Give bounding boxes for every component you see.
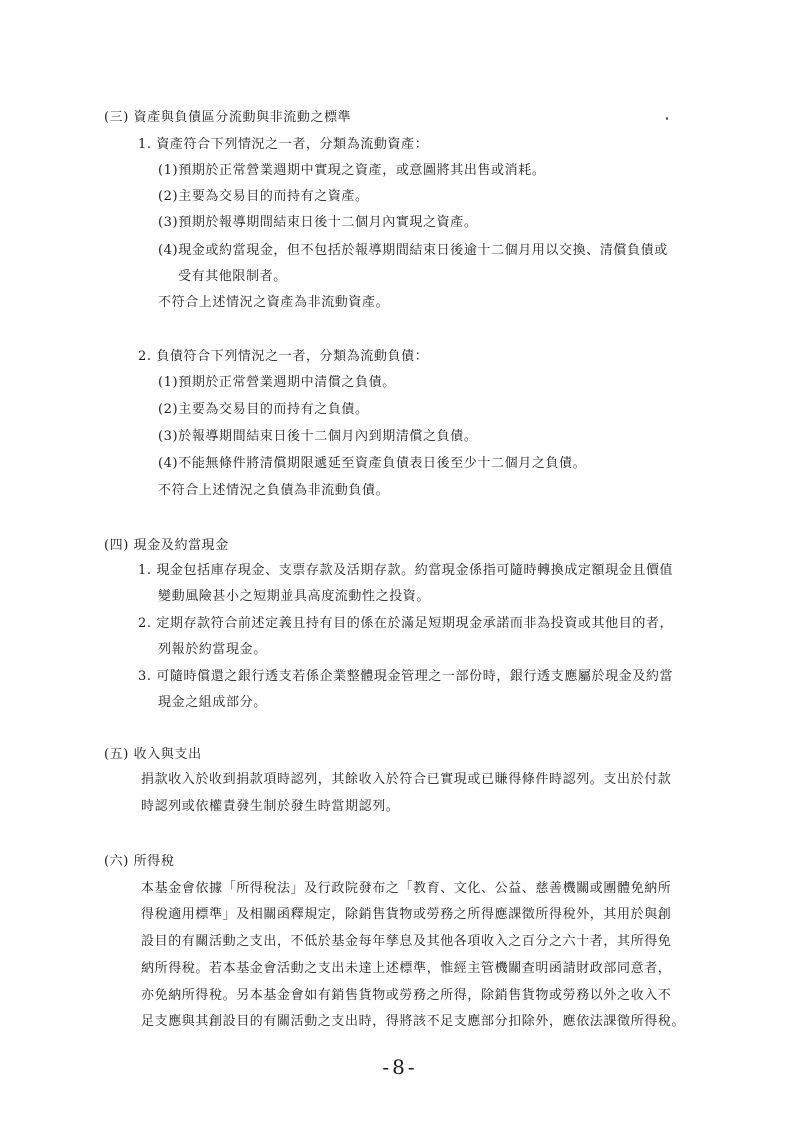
section-4-line: 變動風險甚小之短期並具高度流動性之投資。 <box>158 589 431 604</box>
section-4-heading: (四) 現金及約當現金 <box>104 538 229 553</box>
scan-speck <box>666 117 668 120</box>
section-3-heading: (三) 資產與負債區分流動與非流動之標準 <box>104 110 352 125</box>
section-5-line: 捐款收入於收到捐款項時認列，其餘收入於符合已實現或已賺得條件時認列。支出於付款 <box>141 772 672 787</box>
section-4-line: 2. 定期存款符合前述定義且持有目的係在於滿足短期現金承諾而非為投資或其他目的者， <box>138 616 674 631</box>
section-4-line: 1. 現金包括庫存現金、支票存款及活期存款。約當現金係指可隨時轉換成定額現金且價值 <box>138 563 674 578</box>
section-3-item-2-point: (4)不能無條件將清償期限遞延至資產負債表日後至少十二個月之負債。 <box>158 456 587 471</box>
section-6-line: 設目的有關活動之支出，不低於基金每年孳息及其他各項收入之百分之六十者，其所得免 <box>141 934 672 949</box>
section-3-item-2-conclusion: 不符合上述情況之負債為非流動負債。 <box>158 483 390 498</box>
section-4-line: 列報於約當現金。 <box>158 642 267 657</box>
section-3-item-1-conclusion: 不符合上述情況之資產為非流動資產。 <box>158 295 390 310</box>
section-3-item-1-point: (1)預期於正常營業週期中實現之資產，或意圖將其出售或消耗。 <box>158 163 546 178</box>
section-6-line: 納所得稅。若本基金會活動之支出未達上述標準，惟經主管機關查明函請財政部同意者， <box>141 961 672 976</box>
section-6-line: 得稅適用標準」及相關函釋規定，除銷售貨物或勞務之所得應課徵所得稅外，其用於與創 <box>141 907 672 922</box>
section-6-heading: (六) 所得稅 <box>104 854 175 869</box>
page-number: -8- <box>382 1055 418 1079</box>
section-6-line: 足支應與其創設目的有關活動之支出時，得將該不足支應部分扣除外，應依法課徵所得稅。 <box>141 1014 686 1029</box>
section-3-item-2-point: (2)主要為交易目的而持有之負債。 <box>158 402 369 417</box>
section-3-item-1-point: (2)主要為交易目的而持有之資產。 <box>158 189 369 204</box>
section-3-item-1-title: 1. 資產符合下列情況之一者，分類為流動資產： <box>138 137 429 152</box>
section-5-line: 時認列或依權責發生制於發生時當期認列。 <box>141 799 400 814</box>
section-3-item-2-title: 2. 負債符合下列情況之一者，分類為流動負債： <box>138 349 429 364</box>
section-4-line: 現金之組成部分。 <box>158 695 267 710</box>
section-3-item-1-point: (4)現金或約當現金，但不包括於報導期間結束日後逾十二個月用以交換、清償負債或 <box>158 243 668 258</box>
section-3-item-1-point: (3)預期於報導期間結束日後十二個月內實現之資產。 <box>158 215 478 230</box>
section-6-line: 亦免納所得稅。另本基金會如有銷售貨物或勞務之所得，除銷售貨物或勞務以外之收入不 <box>141 988 672 1003</box>
section-6-line: 本基金會依據「所得稅法」及行政院發布之「教育、文化、公益、慈善機關或團體免納所 <box>141 881 672 896</box>
section-3-item-1-point-continued: 受有其他限制者。 <box>178 269 287 284</box>
section-5-heading: (五) 收入與支出 <box>104 747 202 762</box>
section-4-line: 3. 可隨時償還之銀行透支若係企業整體現金管理之一部份時，銀行透支應屬於現金及約當 <box>138 669 674 684</box>
section-3-item-2-point: (1)預期於正常營業週期中清償之負債。 <box>158 375 396 390</box>
section-3-item-2-point: (3)於報導期間結束日後十二個月內到期清償之負債。 <box>158 429 478 444</box>
